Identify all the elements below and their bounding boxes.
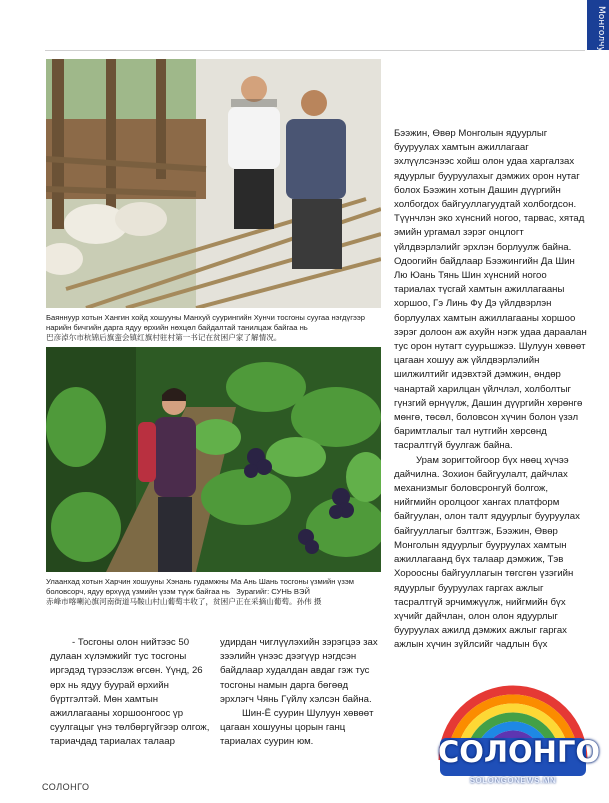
footer-magazine-name: СОЛОНГО: [42, 782, 90, 792]
article-paragraph: - Тосгоны олон нийтээс 50 дулаан хүлэмжийг тус тосгоны иргэдэд түрээслэж өгсөн. Үүнд, 26 өрх нь ядуу буурай өрхийн бүртгэлтэй. Мөн хамтын ажиллагааны хоршоонгоос үр суулгацыг үнэ төлбөргүйгээр олгож, тариачдад тариалах талаар: [50, 637, 210, 748]
caption-chinese: 巴彦淖尔市杭锦后旗蛮会镇红旗村驻村第一书记在贫困户家了解情况。: [46, 333, 282, 342]
article-right-column: [394, 127, 589, 653]
article-paragraph: удирдан чиглүүлэхийн зэрэгцээ зах зээлийн үнээс дээгүүр нэгдсэн байдлаар худалдан авдаг гэж тус тосгоны намын дарга бөгөөд эрхлэгч Чянь Гүйлү хэлсэн байна.: [220, 637, 378, 705]
top-divider: [45, 50, 585, 51]
photo-grape-harvest-image: [46, 347, 381, 572]
caption-chinese: 赤峰市喀喇沁旗河南街道马鞍山村山葡萄丰收了，贫困户正在采摘山葡萄。孙伟 摄: [46, 597, 322, 606]
logo-name: СОЛОНГО: [438, 735, 601, 769]
photo-sheep-pen: [46, 59, 381, 308]
caption-credit: Зурагийг: СУНЬ ВЭЙ: [236, 587, 310, 596]
article-paragraph: Урам зоригтойгоор бүх нөөц хүчээ дайчилна. Зохион байгуулалт, дайчлах механизмыг боловсронгуй болгож, нийгмийн оролцоог хангах платформ байгуулан, олон талт ядуурлыг бууруулах байгууллагыг бэлтгэж, Бээжин, Өвөр Монголын ядуурлыг бууруулах хамтын ажиллагаанд бүх талаар дэмжиж, Тэв Хороосны байгууллагын төгсгөн үзэгийн ядуурлыг бууруулах гаргах ажлыг тасралтгүй эрчимжүүлж, нийгмийн бүх хүчийг дайчлан, олон олон ядуурлыг бууруулах ажилд дэмжих ажлыг гаргах ажлын хүчин зүйлсийг чадлын бүх: [394, 454, 580, 651]
article-paragraph: Шин-Ё суурин Шулуун хөвөөт цагаан хошууны цорын ганц тариалах суурин юм.: [220, 708, 374, 748]
logo-url[interactable]: SOLONGONEWS.MN: [469, 776, 557, 785]
solongo-logo: [438, 680, 601, 792]
photo-sheep-pen-caption: [46, 313, 386, 343]
photo-grape-harvest-caption: [46, 577, 386, 607]
article-bottom-column-1: [50, 636, 210, 750]
photo-sheep-pen-image: [46, 59, 381, 308]
section-tab-text: Монголчууд: [596, 6, 606, 64]
caption-mongolian: Улаанхад хотын Харчин хошууны Хэнань гудамжны Ма Ань Шань тосгоны үзмийн үзэм боловсорч, ядуу өрхүүд үзмийн үзэм түүж байгаа нь Зурагийг: СУНЬ ВЭЙ: [46, 577, 354, 596]
article-paragraph: Бээжин, Өвөр Монголын ядуурлыг бууруулах хамтын ажиллагааг эхлүүлсэнээс хойш олон удаа харгалзах ядуурлыг бууруулахыг дэмжих орон нутаг болох Бээжин хотын Дашин дүүргийн холбогдох байгууллагуудтай холбогдсон. Түүнчлэн эко хүнсний ногоо, тарвас, хятад эмийн ургамал зэрэг онцлогт үйлдвэрлэлийг эрхлэн борлуулж байна. Одоогийн байдлаар Бээжингийн Да Шин Лю Юань Тянь Шин хүнсний ногоо тариалах түсгай хамтын ажиллагааны хоршоо, Гэ Линь Фу Дэ үйлдвэрлэн борлуулах хамтын ажиллагааны хоршоо зэрэг долоон аж ахуйн нэгж удаа дараалан тус орон нутагт суурьшжээ. Шулуун хөвөөт цагаан хошуу аж үйлдвэрлэлийн шилжилтийг идэвхтэй дэмжин, өндөр чанартай харилцан үйлчлэл, холболтыг гүнзгий өрнүүлж, Дашин дүүргийн хөрөнгө мөнгө, төсөл, боловсон хүчин болон үзэл баримтлалыг тал нутгийн хөрсөнд тасралтгүй буулгаж байна.: [394, 128, 587, 452]
section-tab: [587, 0, 609, 64]
article-bottom-column-2: [220, 636, 380, 750]
photo-grape-harvest: [46, 347, 381, 572]
caption-mongolian: Баяннуур хотын Хангин хойд хошууны Манхуй суурингийн Хунчи тосгоны суугаа нэгдүгээр нарийн бичгийн дарга ядуу өрхийн нөхцөл байдалтай танилцаж байгаа нь: [46, 313, 365, 332]
